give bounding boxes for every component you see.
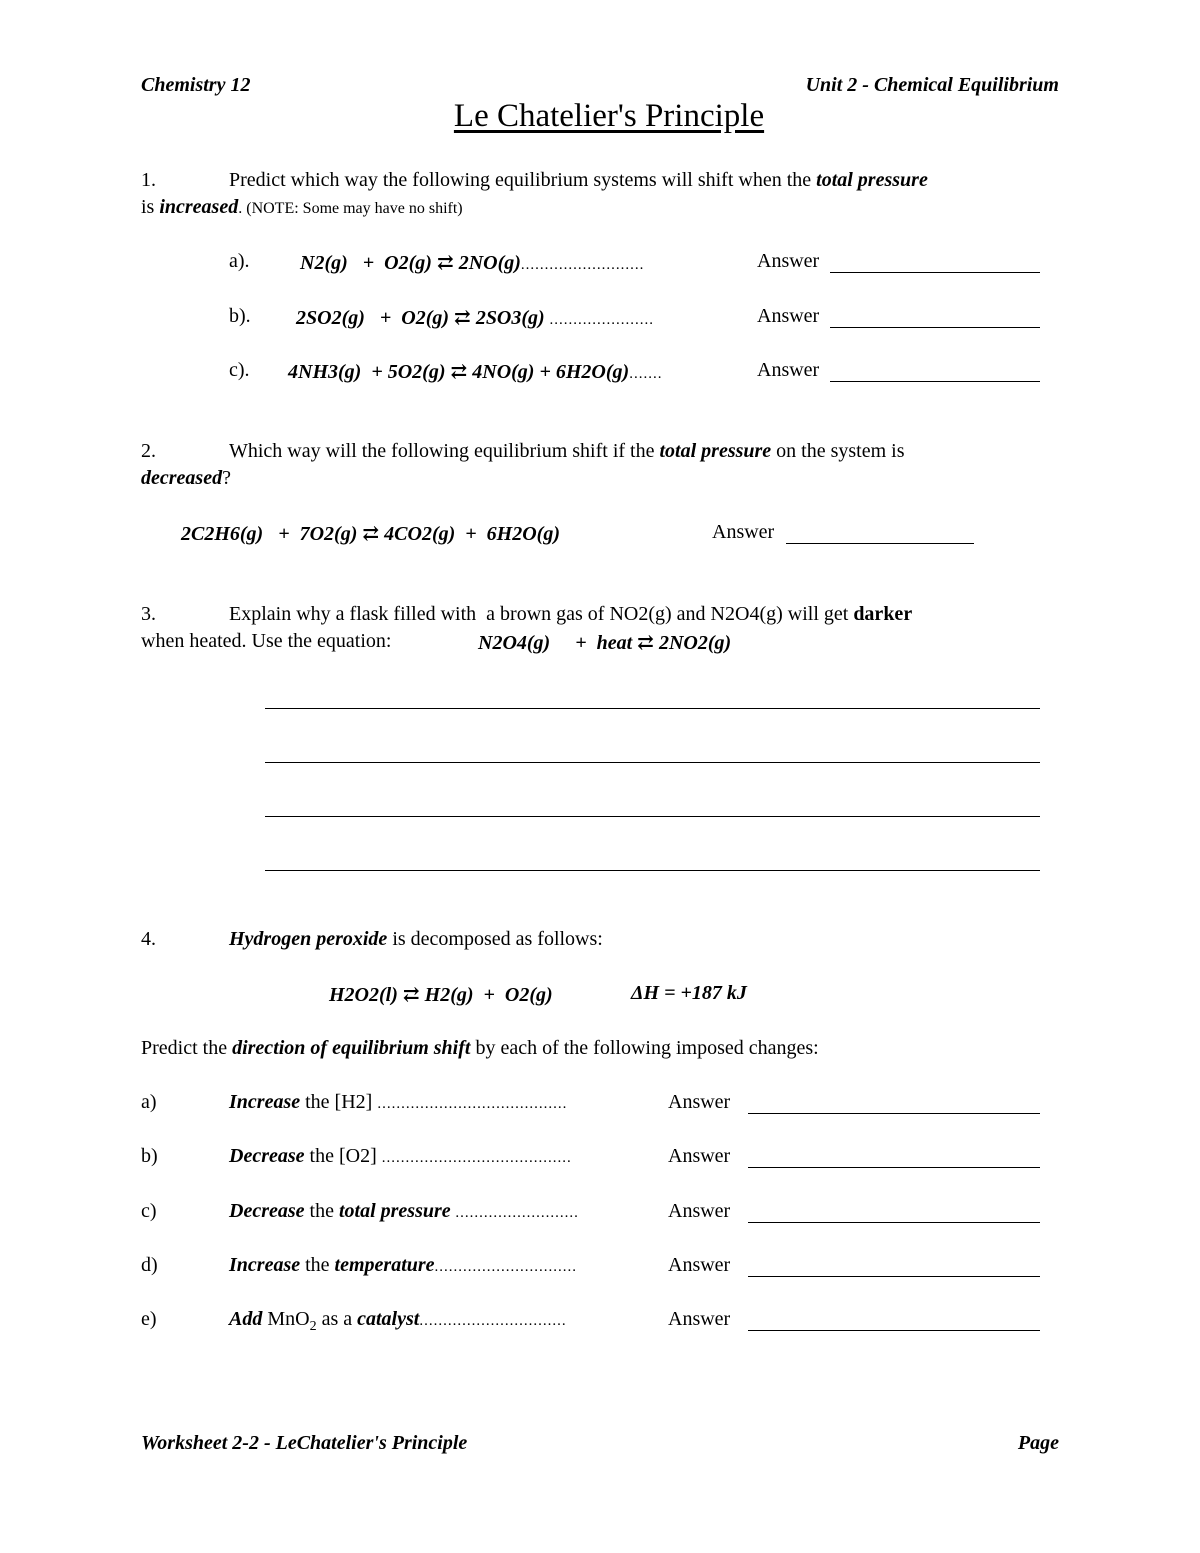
- q2-equation: 2C2H6(g) + 7O2(g) ⇄ 4CO2(g) + 6H2O(g): [181, 523, 560, 545]
- q4e-text: Add MnO$_2$ as a catalyst...............................: [229, 1308, 567, 1334]
- q1b-equation: 2SO2(g) + O2(g) ⇄ 2SO3(g) ......................: [296, 307, 654, 329]
- q1c-equation: 4NH3(g) + 5O2(g) ⇄ 4NO(g) + 6H2O(g).......: [288, 361, 663, 383]
- q4e-label: e): [141, 1308, 157, 1330]
- equilibrium-arrow-icon: ⇄: [450, 361, 468, 383]
- q4-equation: H2O2(l) ⇄ H2(g) + O2(g): [329, 984, 553, 1006]
- header-unit: Unit 2 - Chemical Equilibrium: [805, 74, 1059, 96]
- q4a-answer-label: Answer: [668, 1091, 731, 1113]
- footer-page-label: Page: [1017, 1432, 1059, 1454]
- q4d-text: Increase the temperature..............................: [229, 1254, 578, 1276]
- q2-answer-line[interactable]: [786, 543, 974, 544]
- q4c-answer-label: Answer: [668, 1200, 731, 1222]
- q4a-answer-line[interactable]: [748, 1113, 1040, 1114]
- q3-answer-line-4[interactable]: [265, 870, 1040, 871]
- equilibrium-arrow-icon: ⇄: [402, 984, 420, 1006]
- q4b-answer-label: Answer: [668, 1145, 731, 1167]
- q4e-answer-line[interactable]: [748, 1330, 1040, 1331]
- q4d-label: d): [141, 1254, 158, 1276]
- q4c-label: c): [141, 1200, 157, 1222]
- q4-text: Hydrogen peroxide is decomposed as follows:: [229, 928, 603, 950]
- q2-text-line2: decreased?: [141, 467, 231, 489]
- q4d-answer-label: Answer: [668, 1254, 731, 1276]
- q3-number: 3.: [141, 603, 156, 625]
- q1b-answer-label: Answer: [757, 305, 820, 327]
- q3-equation: N2O4(g) + heat ⇄ 2NO2(g): [478, 632, 732, 654]
- q4c-text: Decrease the total pressure ..........................: [229, 1200, 579, 1222]
- q4a-text: Increase the [H2] ........................................: [229, 1091, 568, 1113]
- q4-enthalpy: ΔH = +187 kJ: [631, 982, 747, 1004]
- q1b-answer-line[interactable]: [830, 327, 1040, 328]
- q2-number: 2.: [141, 440, 156, 462]
- q3-text-line2: when heated. Use the equation:: [141, 630, 392, 652]
- q1c-label: c).: [229, 359, 250, 381]
- page-title: Le Chatelier's Principle: [453, 98, 765, 134]
- q4-number: 4.: [141, 928, 156, 950]
- q4d-answer-line[interactable]: [748, 1276, 1040, 1277]
- q1a-label: a).: [229, 250, 250, 272]
- equilibrium-arrow-icon: ⇄: [362, 523, 380, 545]
- header-course: Chemistry 12: [141, 74, 251, 96]
- q3-answer-line-3[interactable]: [265, 816, 1040, 817]
- q3-answer-line-1[interactable]: [265, 708, 1040, 709]
- q1-number: 1.: [141, 169, 156, 191]
- q3-text-line1: Explain why a flask filled with a brown gas of NO2(g) and N2O4(g) will get darker: [229, 603, 913, 625]
- q4b-answer-line[interactable]: [748, 1167, 1040, 1168]
- q1c-answer-label: Answer: [757, 359, 820, 381]
- equilibrium-arrow-icon: ⇄: [454, 307, 471, 329]
- q4b-label: b): [141, 1145, 158, 1167]
- q2-text-line1: Which way will the following equilibrium shift if the total pressure on the system is: [229, 440, 905, 462]
- q4c-answer-line[interactable]: [748, 1222, 1040, 1223]
- q4b-text: Decrease the [O2] ........................................: [229, 1145, 572, 1167]
- q1a-answer-line[interactable]: [830, 272, 1040, 273]
- q3-answer-line-2[interactable]: [265, 762, 1040, 763]
- q1a-equation: N2(g) + O2(g) ⇄ 2NO(g)..........................: [300, 252, 645, 274]
- q4-predict-text: Predict the direction of equilibrium shift by each of the following imposed changes:: [141, 1037, 819, 1059]
- footer-worksheet-title: Worksheet 2-2 - LeChatelier's Principle: [141, 1432, 468, 1454]
- q4a-label: a): [141, 1091, 157, 1113]
- q1c-answer-line[interactable]: [830, 381, 1040, 382]
- q2-answer-label: Answer: [712, 521, 775, 543]
- q4e-answer-label: Answer: [668, 1308, 731, 1330]
- q1a-answer-label: Answer: [757, 250, 820, 272]
- q1b-label: b).: [229, 305, 251, 327]
- equilibrium-arrow-icon: ⇄: [637, 632, 654, 654]
- q1-text-line2: is increased. (NOTE: Some may have no shift): [141, 196, 463, 218]
- equilibrium-arrow-icon: ⇄: [436, 252, 454, 274]
- q1-text-line1: Predict which way the following equilibrium systems will shift when the total pressure: [229, 169, 928, 191]
